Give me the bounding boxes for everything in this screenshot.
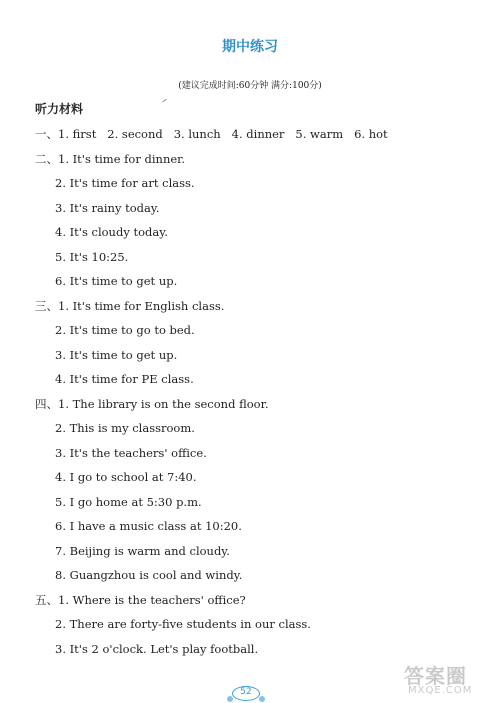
section-number: 四、: [35, 396, 58, 411]
line-text: 3. It's 2 o'clock. Let's play football.: [55, 641, 259, 656]
section-number: 二、: [35, 151, 58, 166]
line-text: 5. It's 10:25.: [55, 249, 129, 264]
list-item: [55, 372, 194, 386]
section-number: 三、: [35, 298, 58, 313]
line-text: 3. It's rainy today.: [55, 200, 160, 215]
line-text: 1. It's time for dinner.: [58, 151, 186, 166]
line-text: 1. first 2. second 3. lunch 4. dinner 5. warm 6. hot: [58, 127, 388, 141]
line-text: 1. It's time for English class.: [58, 298, 225, 313]
list-item: [55, 250, 128, 264]
list-item: [55, 446, 207, 460]
line-text: 5. I go home at 5:30 p.m.: [55, 494, 202, 509]
list-item: [55, 421, 195, 435]
line-text: 4. It's time for PE class.: [55, 372, 194, 386]
line-text: 4. It's cloudy today.: [55, 225, 168, 239]
list-item: [35, 127, 388, 141]
line-text: 7. Beijing is warm and cloudy.: [55, 543, 230, 558]
list-item: [55, 544, 230, 558]
line-text: 2. It's time to go to bed.: [55, 323, 195, 337]
list-item: [55, 495, 202, 509]
line-text: 2. It's time for art class.: [55, 176, 195, 190]
line-text: 1. Where is the teachers' office?: [58, 592, 246, 607]
list-item: [55, 274, 177, 288]
line-text: 6. It's time to get up.: [55, 274, 178, 288]
list-item: [35, 299, 224, 313]
watermark-text-bottom: MXQE.COM: [408, 685, 473, 696]
line-text: 2. There are forty-five students in our class.: [55, 617, 311, 631]
line-text: 1. The library is on the second floor.: [58, 396, 269, 411]
page-number: 52: [240, 687, 252, 697]
list-item: [55, 323, 195, 337]
line-text: 6. I have a music class at 10:20.: [55, 519, 242, 533]
section-number: 五、: [35, 592, 58, 607]
line-text: 4. I go to school at 7:40.: [55, 470, 197, 484]
page-number-badge: [232, 686, 260, 703]
watermark-text-top: 答案圈: [404, 664, 467, 688]
watermark-logo: [400, 660, 492, 698]
list-item: [55, 201, 160, 215]
line-text: 8. Guangzhou is cool and windy.: [55, 568, 243, 582]
list-item: [55, 642, 258, 656]
list-item: [55, 519, 242, 533]
list-item: [55, 470, 197, 484]
line-text: 3. It's time to get up.: [55, 347, 178, 362]
section-number: 一、: [35, 127, 58, 141]
list-item: [55, 176, 195, 190]
list-item: [35, 593, 246, 607]
stray-mark: [162, 99, 167, 103]
line-text: 3. It's the teachers' office.: [55, 445, 207, 460]
list-item: [35, 152, 185, 166]
section-heading: 听力材料: [35, 102, 84, 116]
list-item: [55, 348, 177, 362]
list-item: [55, 568, 242, 582]
list-item: [35, 397, 269, 411]
line-text: 2. This is my classroom.: [55, 421, 195, 435]
page-title: 期中练习: [222, 39, 278, 55]
page-subtitle: (建议完成时间:60分钟 满分:100分): [178, 81, 322, 91]
list-item: [55, 225, 168, 239]
list-item: [55, 617, 311, 631]
